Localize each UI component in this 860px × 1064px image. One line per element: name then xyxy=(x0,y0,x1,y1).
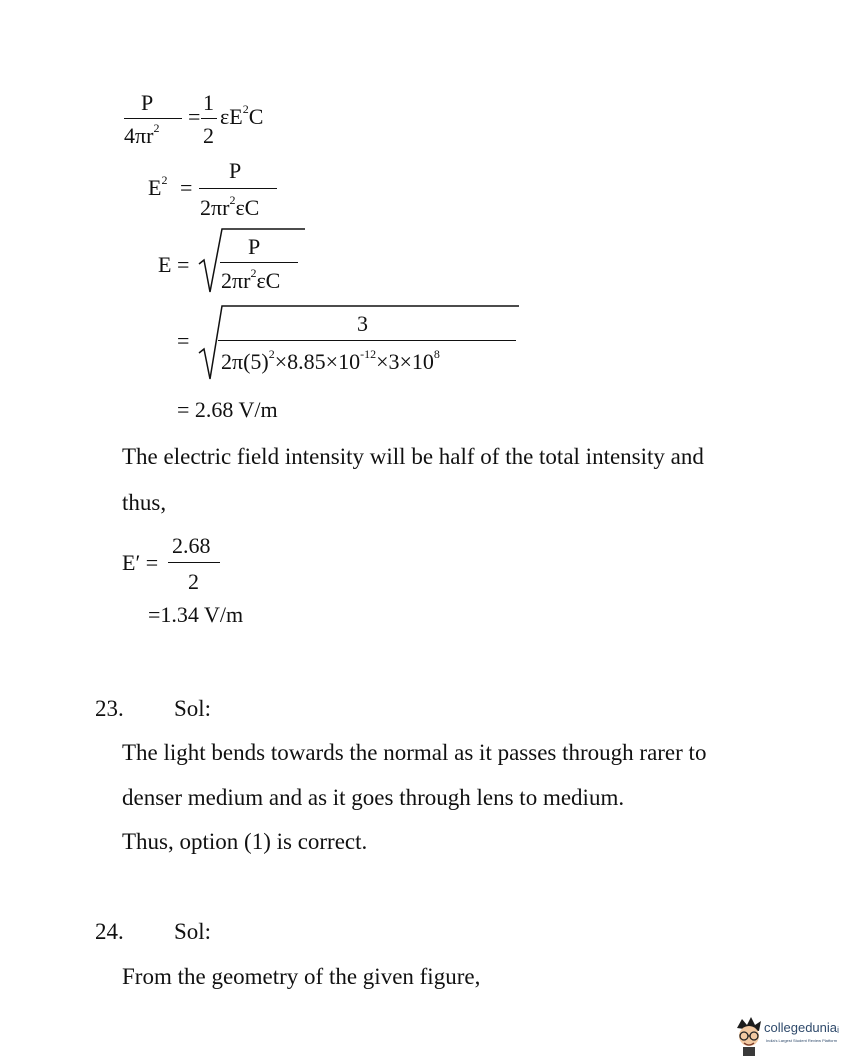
q23-line-2: denser medium and as it goes through lens to medium. xyxy=(122,785,625,810)
eq1-lhs-fraction-bar xyxy=(124,118,182,119)
eq4-fraction-bar xyxy=(218,340,516,341)
logo-wordmark: collegeduniaᵢ xyxy=(764,1020,840,1035)
eq1-lhs-numerator: P xyxy=(141,90,154,115)
eq6-fraction-bar xyxy=(168,562,220,563)
eq2-fraction-bar xyxy=(199,188,277,189)
q24-number: 24. xyxy=(95,919,124,944)
q24-line-1: From the geometry of the given figure, xyxy=(122,964,481,989)
logo-tagline: India's Largest Student Review Platform xyxy=(766,1038,838,1043)
eq1-lhs-denominator: $4\pi r^2$ xyxy=(124,121,160,148)
eq1-coef-numerator: 1 xyxy=(203,90,214,115)
eq1-coef-bar xyxy=(201,118,217,119)
eq1-equals: = xyxy=(188,104,201,129)
eq2-lhs: $E^2$ xyxy=(148,173,168,200)
eq3-fraction-bar xyxy=(220,262,298,263)
q23-number: 23. xyxy=(95,696,124,721)
eq6-numerator: 2.68 xyxy=(172,533,211,558)
eq5-result: = 2.68 V/m xyxy=(177,397,278,422)
eq4-denominator: $2\pi(5)^2\times 8.85\times 10^{-12}\times 3\times 10^8$ xyxy=(221,347,440,374)
eq2-denominator: $2\pi r^2\varepsilon C$ xyxy=(200,193,260,220)
paragraph-line-1: The electric field intensity will be half of the total intensity and xyxy=(122,444,704,469)
mascot-icon xyxy=(734,1016,764,1056)
paragraph-line-2: thus, xyxy=(122,490,167,515)
eq3-denominator: $2\pi r^2\varepsilon C$ xyxy=(221,266,281,293)
eq3-numerator: P xyxy=(248,234,261,259)
eq3-lhs: E = xyxy=(158,252,190,277)
q23-line-3: Thus, option (1) is correct. xyxy=(122,829,368,854)
eq2-numerator: P xyxy=(229,158,242,183)
q23-sol-label: Sol: xyxy=(174,696,212,721)
eq4-equals: = xyxy=(177,328,190,353)
eq4-numerator: 3 xyxy=(357,311,368,336)
collegedunia-logo xyxy=(734,1014,858,1058)
eq6-lhs: E′ = xyxy=(122,550,159,575)
q24-sol-label: Sol: xyxy=(174,919,212,944)
eq7-result: =1.34 V/m xyxy=(148,602,244,627)
eq1-rhs: $\varepsilon E^2C$ xyxy=(220,102,264,129)
eq2-equals: = xyxy=(180,175,193,200)
q23-line-1: The light bends towards the normal as it passes through rarer to xyxy=(122,740,707,765)
eq1-coef-denominator: 2 xyxy=(203,123,214,148)
eq6-denominator: 2 xyxy=(188,569,199,594)
